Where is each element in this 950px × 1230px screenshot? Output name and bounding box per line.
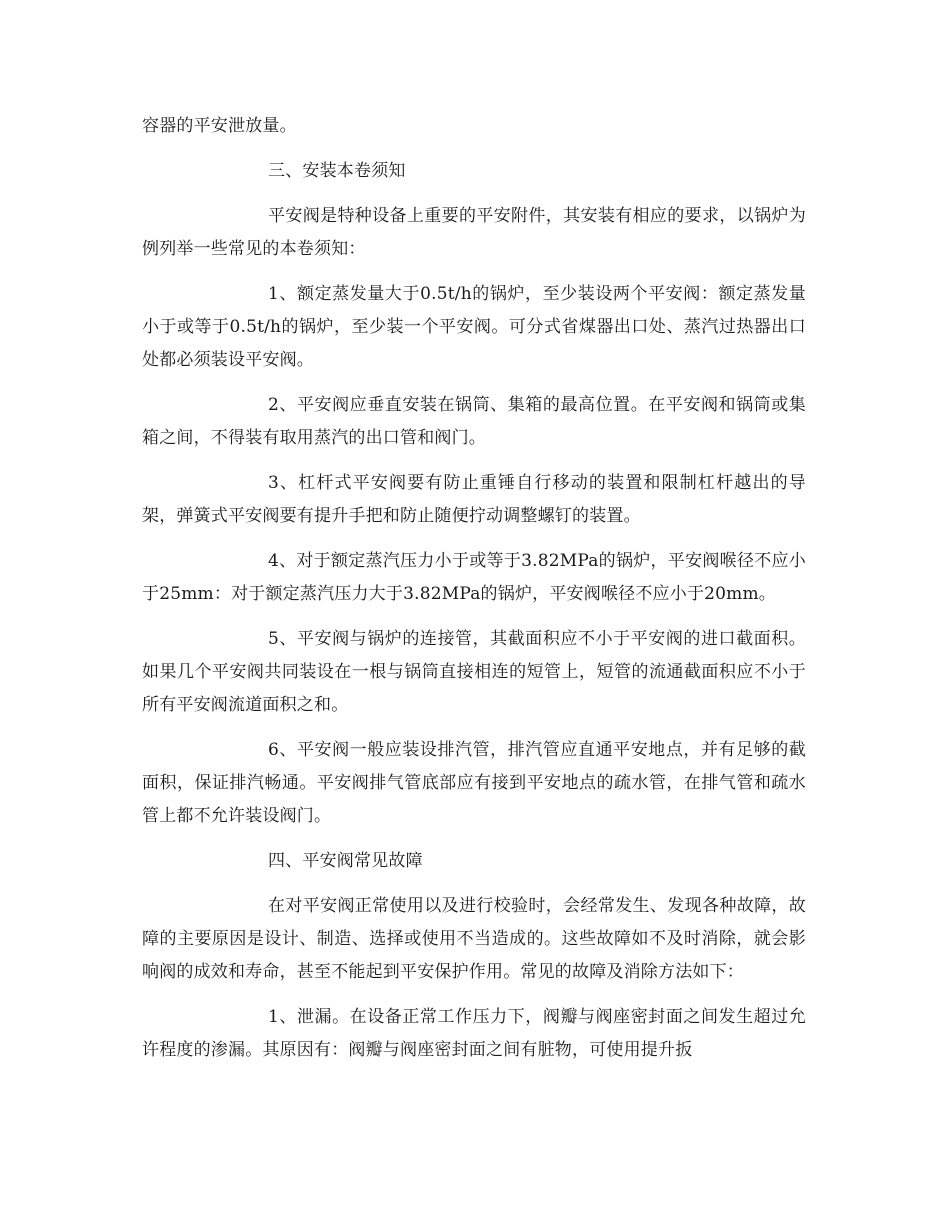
paragraph-item-5: 5、平安阀与锅炉的连接管，其截面积应不小于平安阀的进口截面积。如果几个平安阀共同装设在一根与锅筒直接相连的短管上，短管的流通截面积应不小于所有平安阀流道面积之和。 [142,629,806,715]
paragraph-item-4: 4、对于额定蒸汽压力小于或等于3.82MPa的锅炉，平安阀喉径不应小于25mm：对于额定蒸汽压力大于3.82MPa的锅炉，平安阀喉径不应小于20mm。 [142,551,806,604]
paragraph-item-2: 2、平安阀应垂直安装在锅筒、集箱的最高位置。在平安阀和锅筒或集箱之间，不得装有取用蒸汽的出口管和阀门。 [142,395,806,448]
paragraph-item-1: 1、额定蒸发量大于0.5t/h的锅炉，至少装设两个平安阀：额定蒸发量小于或等于0.5t/h的锅炉，至少装一个平安阀。可分式省煤器出口处、蒸汽过热器出口处都必须装设平安阀。 [142,284,806,370]
section-heading-installation: 三、安装本卷须知 [268,161,406,181]
paragraph-continuation: 容器的平安泄放量。 [142,116,297,136]
paragraph-intro: 平安阀是特种设备上重要的平安附件，其安装有相应的要求，以锅炉为例列举一些常见的本卷须知： [142,206,806,259]
section-heading-faults: 四、平安阀常见故障 [268,851,423,871]
paragraph-item-3: 3、杠杆式平安阀要有防止重锤自行移动的装置和限制杠杆越出的导架，弹簧式平安阀要有提升手把和防止随便拧动调整螺钉的装置。 [142,473,806,526]
paragraph-fault-1: 1、泄漏。在设备正常工作压力下，阀瓣与阀座密封面之间发生超过允许程度的渗漏。其原因有：阀瓣与阀座密封面之间有脏物，可使用提升扳 [142,1007,806,1060]
paragraph-item-6: 6、平安阀一般应装设排汽管，排汽管应直通平安地点，并有足够的截面积，保证排汽畅通。平安阀排气管底部应有接到平安地点的疏水管，在排气管和疏水管上都不允许装设阀门。 [142,740,806,826]
paragraph-faults-intro: 在对平安阀正常使用以及进行校验时，会经常发生、发现各种故障，故障的主要原因是设计、制造、选择或使用不当造成的。这些故障如不及时消除，就会影响阀的成效和寿命，甚至不能起到平安保护作用。常见的故障及消除方法如下： [142,896,806,982]
document-body [142,110,806,1079]
